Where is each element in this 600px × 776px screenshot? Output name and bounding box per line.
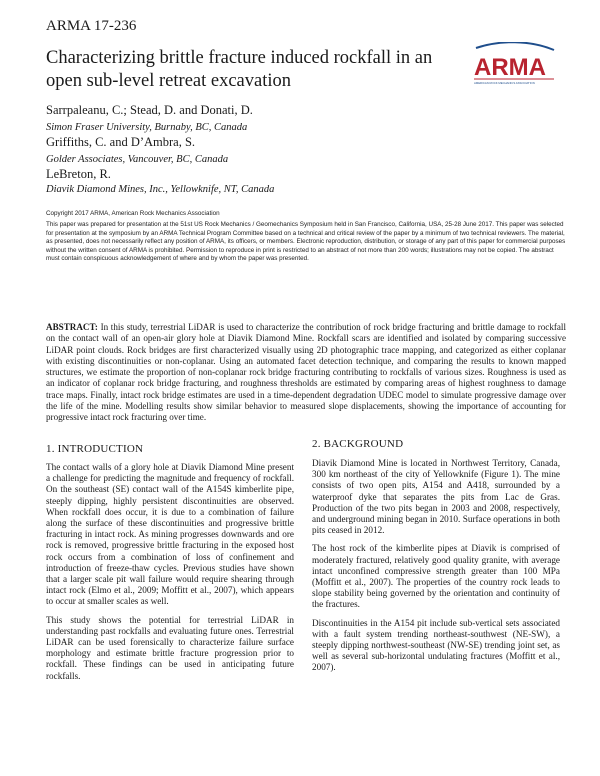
abstract-label: ABSTRACT:: [46, 322, 98, 332]
author-line-2: Griffiths, C. and D’Ambra, S.: [46, 135, 196, 149]
author-line-1: Sarrpaleanu, C.; Stead, D. and Donati, D.: [46, 103, 253, 117]
copyright-line: Copyright 2017 ARMA, American Rock Mechanics Association: [46, 210, 220, 217]
background-body: [312, 458, 560, 681]
section-heading-introduction: 1. INTRODUCTION: [46, 443, 144, 455]
abstract: [46, 322, 566, 424]
abstract-text: In this study, terrestrial LiDAR is used to characterize the contribution of rock bridge fracturing and brittle damage to rockfall on the contact wall of an open-air glory hole at Diavik Diamond Mine. Rockfall scars are identified and isolated by comparing successive LiDAR point clouds. Rock bridges are first characterized visually using 2D photographic trace mapping, and categorized as either coplanar with existing discontinuities or non-coplanar. Using an automated facet detection technique, and comparing the results to known mapped structures, we estimate the proportion of non-coplanar rock bridge fracturing contributing to rockfalls of various sizes. Roughness is used as an indicator of coplanar rock bridge fracturing, and roughness thresholds are estimated by comparing areas of highest roughness to damage trace maps. Finally, intact rock bridge estimates are used in a time-dependent degradation UDEC model to simulate progressive damage over the life of the mine. Modelling results show similar behavior to measured slope displacements, showing the importance of accounting for progressive intact rock fracturing over time.: [46, 322, 566, 423]
paper-title: Characterizing brittle fracture induced rockfall in an open sub-level retreat excavation: [46, 48, 433, 91]
affiliation-3: Diavik Diamond Mines, Inc., Yellowknife, NT, Canada: [46, 184, 275, 195]
background-paragraph-2: The host rock of the kimberlite pipes at Diavik is comprised of moderately fractured, relatively good quality granite, with average intact unconfined compressive strength greater than 100 MPa (Moffitt et al., 2007). The properties of the country rock leads to slope stability being governed by the orientation and continuity of the fractures.: [312, 543, 560, 610]
background-paragraph-1: Diavik Diamond Mine is located in Northwest Territory, Canada, 300 km northeast of the city of Yellowknife (Figure 1). The mine consists of two open pits, A154 and A418, surrounded by a waterproof dyke that separates the pits from Lac de Gras. Production of the two pits began in 2003 and 2008, respectively, and underground mining began in 2010. Surface operations in both pits ceased in 2012.: [312, 458, 560, 536]
arma-logo-icon: [470, 42, 558, 86]
introduction-body: [46, 462, 294, 689]
affiliation-1: Simon Fraser University, Burnaby, BC, Canada: [46, 122, 248, 133]
background-paragraph-3: Discontinuities in the A154 pit include sub-vertical sets associated with a fault system trending northeast-southwest (NE-SW), a steeply dipping northwest-southeast (NW-SE) trending joint set, as well as several sub-horizontal undulating fractures (Moffitt et al., 2007).: [312, 617, 560, 673]
logo-subtext: AMERICAN ROCK MECHANICS ASSOCIATION: [474, 81, 535, 85]
arma-logo: [470, 42, 558, 86]
logo-text: ARMA: [474, 54, 546, 81]
paper-id: ARMA 17-236: [46, 18, 137, 34]
affiliation-2: Golder Associates, Vancouver, BC, Canada: [46, 154, 229, 165]
intro-paragraph-1: The contact walls of a glory hole at Diavik Diamond Mine present a challenge for predicting the magnitude and frequency of rockfall. On the southeast (SE) contact wall of the A154S kimberlite pipe, steeply dipping, highly persistent discontinuities are observed. When rockfall does occur, it is due to a combination of failure along the surface of these discontinuities and progressive brittle fracturing in intact rock. As mining progresses downwards and ore rock is removed, progressive brittle fracturing in the exposed host rock occurs from a combination of loss of confinement and introduction of freeze-thaw cycles. Previous studies have shown that a larger scale pit wall failure would require shearing through intact rock (Elmo et al., 2009; Moffitt et al., 2007), which appears to occur at smaller scales as well.: [46, 462, 294, 607]
author-line-3: LeBreton, R.: [46, 167, 111, 181]
intro-paragraph-2: This study shows the potential for terrestrial LiDAR in understanding past rockfalls and evaluating future ones. Terrestrial LiDAR can be used forensically to characterize failure surface morphology and estimate brittle fracture progression prior to rockfall. These findings can be used in anticipating future rockfalls.: [46, 614, 294, 681]
copyright-notice: This paper was prepared for presentation at the 51st US Rock Mechanics / Geomechanics Symposium held in San Francisco, California, USA, 25-28 June 2017. This paper was selected for presentation at the symposium by an ARMA Technical Program Committee based on a technical and critical review of the paper by a minimum of two technical reviewers. The material, as presented, does not necessarily reflect any position of ARMA, its officers, or members. Electronic reproduction, distribution, or storage of any part of this paper for commercial purposes without the written consent of ARMA is prohibited. Permission to reproduce in print is restricted to an abstract of not more than 200 words; illustrations may not be copied. The abstract must contain conspicuous acknowledgement of where and by whom the paper was presented.: [46, 221, 566, 263]
section-heading-background: 2. BACKGROUND: [312, 438, 404, 450]
